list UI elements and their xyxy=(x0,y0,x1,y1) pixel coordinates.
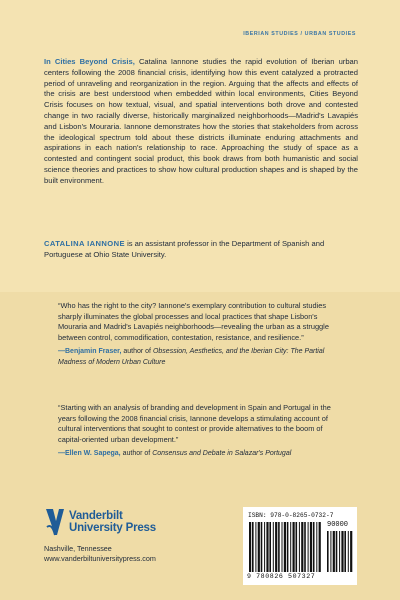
author-bio-text: is an assistant professor in the Department of Spanish and Portuguese at Ohio State University. xyxy=(44,239,325,259)
endorsement-quote: “Starting with an analysis of branding and development in Spain and Portugal in the years following the 2008 financial crisis, Iannone develops a stimulating account of cultural interventions that sought to contest or provide alternatives to the boom of capital-oriented urban development.” xyxy=(58,403,331,444)
series-label: IBERIAN STUDIES / URBAN STUDIES xyxy=(243,31,356,37)
book-description xyxy=(44,57,358,187)
description-text: Catalina Iannone studies the rapid evolution of Iberian urban centers following the 2008 financial crisis, identifying how this event catalyzed a protracted period of unraveling and reorganization in the region. Arguing that the affects and effects of the crisis are best understood when embedded within local environments, Cities Beyond Crisis focuses on how textual, visual, and spatial interventions both drove and contested change in two racially diverse, historically marginalized neighborhoods—Madrid's Lavapiés and Lisbon's Mouraria. Iannone demonstrates how the stories that stakeholders from across the ideological spectrum told about these districts illuminate enduring attachments and aspirations in each nation's relationship to race. Approaching the study of space as a contested and contingent social product, this book draws from both humanistic and social science theories and practices to show how cultural production shapes and is shaped by the built environment. xyxy=(44,57,358,185)
publisher-name xyxy=(69,510,156,534)
vanderbilt-logo-icon xyxy=(44,505,66,539)
price-code: 90000 xyxy=(327,521,349,529)
endorsement-attribution xyxy=(58,347,344,368)
publisher-url[interactable]: www.vanderbiltuniversitypress.com xyxy=(44,554,156,563)
author-name: CATALINA IANNONE xyxy=(44,239,125,248)
endorser-source: Consensus and Debate in Salazar's Portugal xyxy=(152,450,292,458)
endorsement-quote: “Who has the right to the city? Iannone's exemplary contribution to cultural studies sharply illuminates the global processes and local practices that shape Lisbon's Mouraria and Madrid's Lavapiés neighborhoods—revealing the urban as a struggle between control, commodification, contestation, resistance, and resilience.” xyxy=(58,301,329,342)
publisher-logo xyxy=(44,505,244,539)
endorser-name: —Benjamin Fraser, xyxy=(58,348,122,356)
barcode-panel xyxy=(243,507,357,585)
publisher-city: Nashville, Tennessee xyxy=(44,544,112,553)
addon-barcode-icon xyxy=(327,531,353,572)
endorser-source: Obsession, Aesthetics, and the Iberian City: The Partial Madness of Modern Urban Culture xyxy=(58,348,325,366)
ean-barcode-icon xyxy=(249,522,323,572)
publisher-info xyxy=(44,544,244,564)
endorsement-2 xyxy=(58,403,344,460)
description-lead: In Cities Beyond Crisis, xyxy=(44,57,135,66)
endorsement-attribution xyxy=(58,449,344,460)
isbn-label: ISBN: 978-0-8265-0732-7 xyxy=(248,512,334,519)
publisher-block xyxy=(44,505,244,564)
endorser-name: —Ellen W. Sapega, xyxy=(58,450,121,458)
author-bio xyxy=(44,239,358,261)
publisher-name-line1: Vanderbilt xyxy=(69,510,123,522)
endorser-source-prefix: author of xyxy=(122,450,151,458)
endorser-source-prefix: author of xyxy=(123,348,152,356)
publisher-name-line2: University Press xyxy=(69,522,156,534)
endorsement-1 xyxy=(58,301,344,369)
barcode-digits: 9 780826 507327 xyxy=(247,573,316,580)
